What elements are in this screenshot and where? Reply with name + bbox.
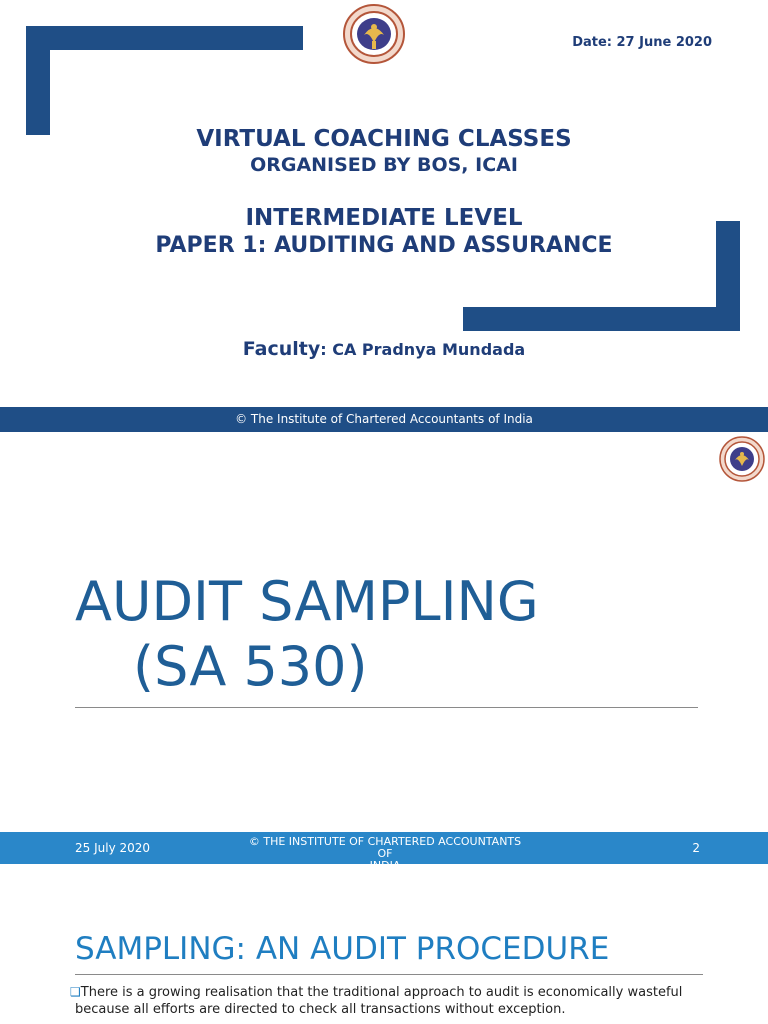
- icai-emblem-icon: [342, 3, 406, 65]
- heading-underline: [75, 974, 703, 975]
- bullet-paragraph: [70, 984, 710, 1018]
- decor-bar-top-left-horizontal: [26, 26, 303, 50]
- title-line-1: VIRTUAL COACHING CLASSES: [196, 126, 572, 152]
- slide-heading: SAMPLING: AN AUDIT PROCEDURE: [75, 931, 610, 967]
- page-number: 2: [692, 841, 700, 855]
- footer-copyright: © The Institute of Chartered Accountants of India: [0, 407, 768, 432]
- date-label: Date: 27 June 2020: [572, 35, 712, 50]
- faculty-name: : CA Pradnya Mundada: [320, 340, 526, 359]
- slide-1: [0, 0, 768, 432]
- bullet-line-1: There is a growing realisation that the traditional approach to audit is economically wasteful: [80, 985, 683, 1000]
- paper-heading: PAPER 1: AUDITING AND ASSURANCE: [155, 233, 613, 258]
- decor-bar-top-left-vertical: [26, 26, 50, 135]
- footer-copyright-line-1: © THE INSTITUTE OF CHARTERED ACCOUNTANTS OF: [248, 835, 522, 860]
- slide-title-line-1: AUDIT SAMPLING: [75, 570, 539, 633]
- title-line-2: ORGANISED BY BOS, ICAI: [250, 154, 518, 176]
- faculty-label: Faculty: [242, 338, 321, 360]
- level-heading: INTERMEDIATE LEVEL: [245, 205, 523, 231]
- faculty-line: [0, 338, 768, 360]
- title-underline: [75, 707, 698, 708]
- bullet-line-2: because all efforts are directed to check all transactions without exception.: [75, 1002, 566, 1017]
- footer-date: 25 July 2020: [75, 841, 151, 855]
- slide-title-line-2: (SA 530): [133, 635, 368, 698]
- footer-bar: [0, 832, 768, 864]
- icai-emblem-icon: [719, 436, 765, 482]
- decor-bar-right-horizontal: [463, 307, 740, 331]
- slide-3: [0, 866, 768, 1024]
- bullet-marker-icon: ❑: [70, 985, 81, 999]
- slide-2: [0, 433, 768, 865]
